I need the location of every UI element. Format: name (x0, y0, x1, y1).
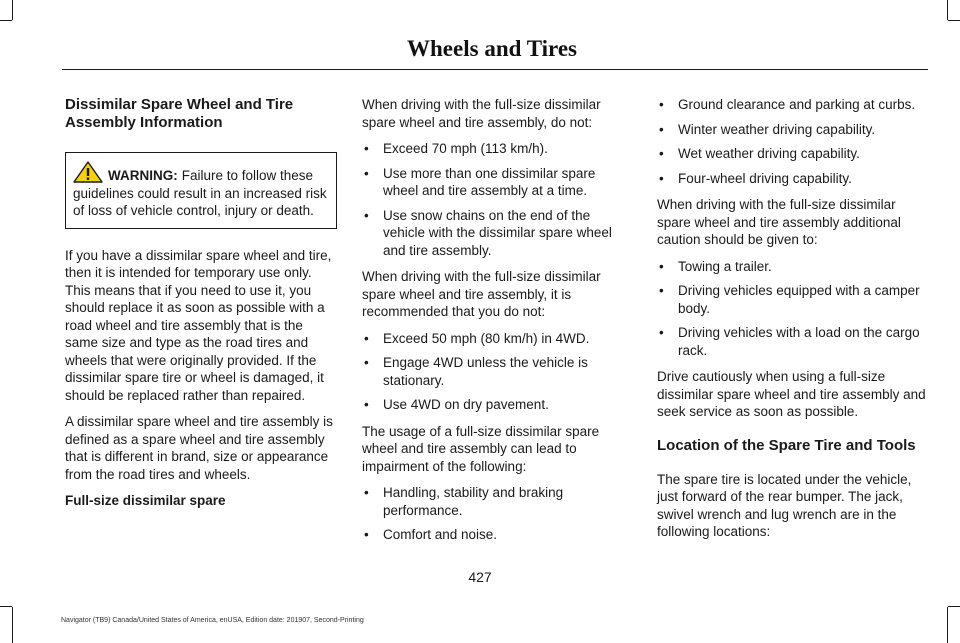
list-item: • Engage 4WD unless the vehicle is stationary. (362, 354, 624, 389)
crop-mark (0, 20, 12, 21)
section-heading: Dissimilar Spare Wheel and Tire Assembly Information (65, 96, 294, 131)
crop-mark (0, 606, 12, 607)
bullet-list (362, 484, 624, 544)
list-item: • Driving vehicles equipped with a camper body. (657, 282, 929, 317)
list-item: • Use snow chains on the end of the vehicle with the dissimilar spare wheel and tire assembly. (362, 207, 624, 260)
crop-mark (12, 607, 13, 643)
bullet-list (657, 96, 929, 187)
warning-triangle-icon (73, 161, 103, 183)
column-1 (65, 96, 337, 519)
list-item: • Ground clearance and parking at curbs. (657, 96, 929, 114)
bullet-list (362, 140, 624, 259)
list-item: • Four-wheel driving capability. (657, 170, 929, 188)
warning-label: WARNING: (108, 168, 178, 183)
paragraph: The spare tire is located under the vehicle, just forward of the rear bumper. The jack, swivel wrench and lug wrench are in the following locations: (657, 471, 912, 539)
paragraph: If you have a dissimilar spare wheel and tire, then it is intended for temporary use only. This means that if you need to use it, you should replace it as soon as possible with a road wheel and tire assembly that is the same size and type as the road tires and wheels that were originally provided. If the dissimilar spare tire or wheel is damaged, it should be replaced rather than repaired. (65, 247, 332, 403)
list-item: • Winter weather driving capability. (657, 121, 929, 139)
crop-mark (947, 607, 948, 643)
paragraph: A dissimilar spare wheel and tire assembly is defined as a spare wheel and tire assembly that is different in brand, size or appearance from the road tires and wheels. (65, 414, 333, 482)
section-heading: Location of the Spare Tire and Tools (657, 436, 916, 454)
bullet-list (657, 258, 929, 360)
list-item: • Comfort and noise. (362, 526, 624, 544)
subheading: Full-size dissimilar spare (65, 493, 226, 508)
column-3 (657, 96, 929, 550)
list-item: • Driving vehicles with a load on the cargo rack. (657, 324, 929, 359)
page-number: 427 (468, 569, 492, 585)
list-item: • Use 4WD on dry pavement. (362, 396, 624, 414)
list-item: • Exceed 50 mph (80 km/h) in 4WD. (362, 330, 624, 348)
crop-mark (947, 0, 948, 20)
paragraph: When driving with the full-size dissimilar spare wheel and tire assembly additional caution should be given to: (657, 197, 901, 247)
warning-text: Failure to follow these guidelines could result in an increased risk of loss of vehicle control, injury or death. (73, 168, 327, 218)
list-item: • Use more than one dissimilar spare wheel and tire assembly at a time. (362, 165, 624, 200)
footer-text: Navigator (TB9) Canada/United States of America, enUSA, Edition date: 201907, Second-Printing (61, 617, 364, 624)
list-item: • Wet weather driving capability. (657, 145, 929, 163)
header-divider (62, 69, 928, 70)
page-header-title: Wheels and Tires (407, 36, 577, 61)
crop-mark (948, 606, 960, 607)
paragraph: When driving with the full-size dissimilar spare wheel and tire assembly, it is recommended that you do not: (362, 269, 601, 319)
crop-mark (12, 0, 13, 20)
warning-box (65, 152, 337, 229)
list-item: • Handling, stability and braking performance. (362, 484, 624, 519)
paragraph: Drive cautiously when using a full-size dissimilar spare wheel and tire assembly and seek service as soon as possible. (657, 369, 926, 419)
list-item: • Towing a trailer. (657, 258, 929, 276)
paragraph: The usage of a full-size dissimilar spare wheel and tire assembly can lead to impairment of the following: (362, 423, 600, 474)
column-2 (362, 96, 624, 553)
bullet-list (362, 330, 624, 414)
paragraph: When driving with the full-size dissimilar spare wheel and tire assembly, do not: (362, 97, 601, 130)
crop-mark (948, 20, 960, 21)
list-item: • Exceed 70 mph (113 km/h). (362, 140, 624, 158)
